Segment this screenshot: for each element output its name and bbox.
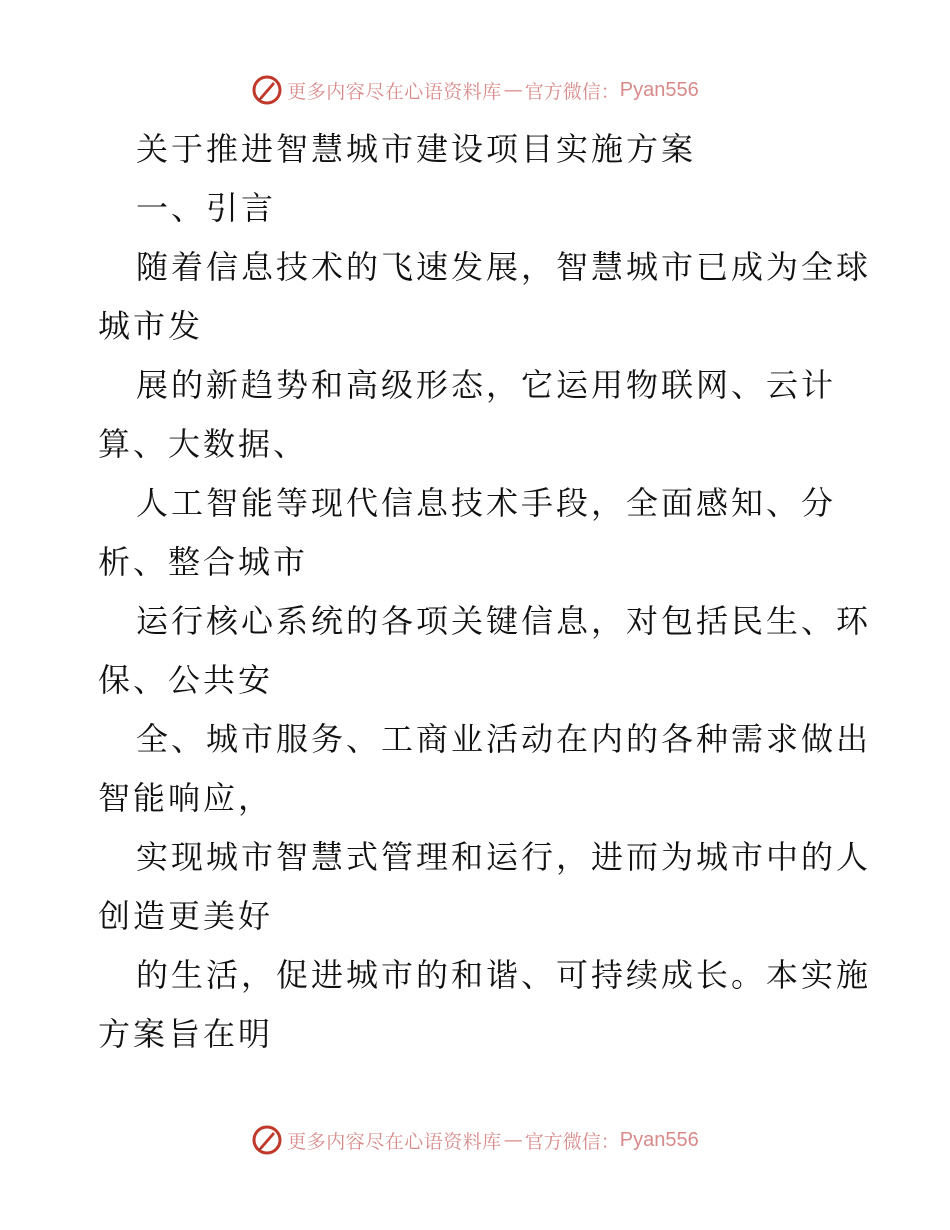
text-line: 创造更美好 [98,897,274,935]
text-line: 智能响应， [98,779,274,817]
text-line: 人工智能等现代信息技术手段，全面感知、分 [136,484,837,522]
watermark-wechat-label: 官方微信： [524,80,620,103]
text-line: 全、城市服务、工商业活动在内的各种需求做出 [136,720,872,758]
text-line: 保、公共安 [98,661,274,699]
watermark-account: Pyan556 [619,78,699,101]
quill-seal-icon [251,1124,283,1156]
section-heading: 一、引言 [136,189,277,227]
watermark-text: 更多内容尽在心语资料库 [287,80,502,103]
text-line: 展的新趋势和高级形态，它运用物联网、云计 [136,366,837,404]
text-line: 实现城市智慧式管理和运行，进而为城市中的人 [136,838,872,876]
text-line: 方案旨在明 [98,1015,274,1053]
footer-watermark [0,1120,950,1160]
text-line: 城市发 [98,307,204,345]
watermark-separator: — [503,79,523,101]
watermark-wechat-label: 官方微信： [524,1130,620,1153]
quill-seal-icon [251,74,283,106]
document-body [98,120,872,1064]
watermark-account: Pyan556 [619,1128,699,1151]
watermark-text: 更多内容尽在心语资料库 [287,1130,502,1153]
document-title: 关于推进智慧城市建设项目实施方案 [136,130,697,168]
text-line: 随着信息技术的飞速发展，智慧城市已成为全球 [136,248,872,286]
text-line: 的生活，促进城市的和谐、可持续成长。本实施 [136,956,872,994]
header-watermark [0,70,950,110]
watermark-separator: — [503,1129,523,1151]
text-line: 运行核心系统的各项关键信息，对包括民生、环 [136,602,872,640]
text-line: 析、整合城市 [98,543,309,581]
text-line: 算、大数据、 [98,425,309,463]
